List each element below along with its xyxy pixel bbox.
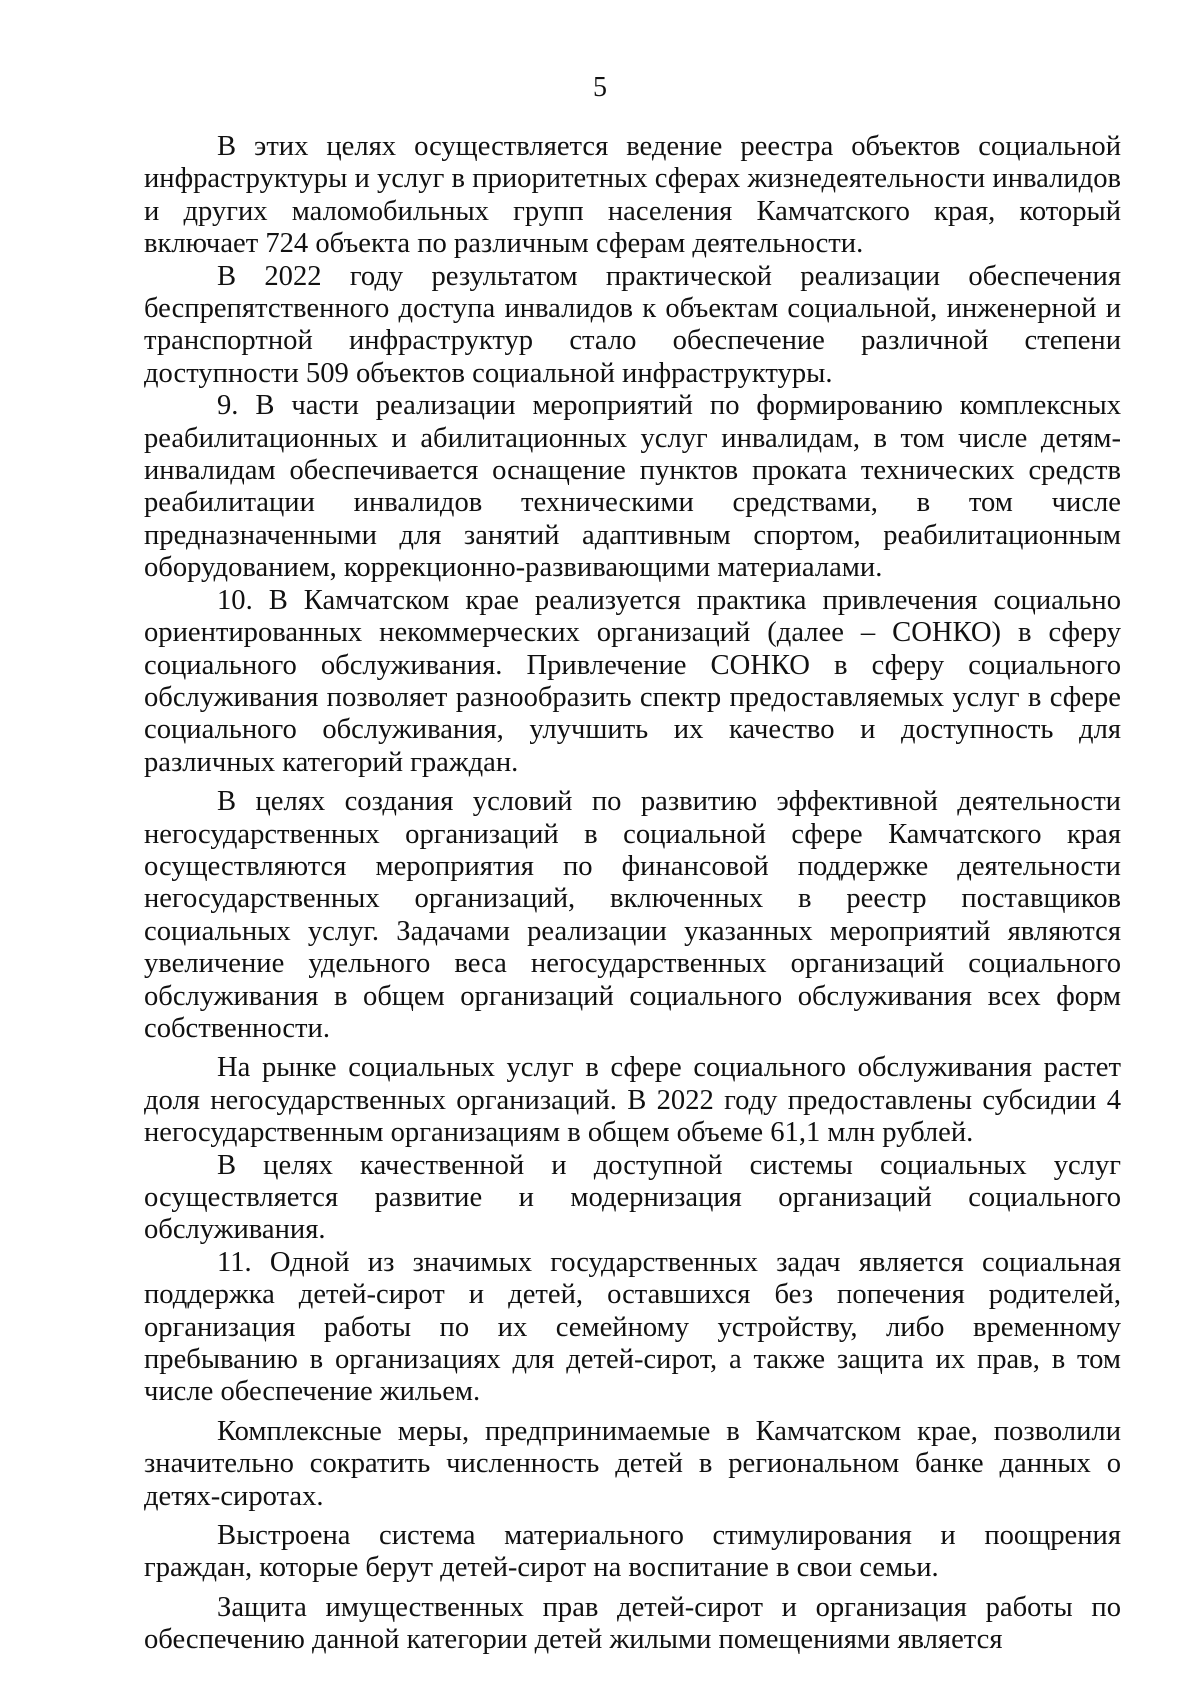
paragraph-registry: В этих целях осуществляется ведение реестра объектов социальной инфраструктуры и услуг в приоритетных сферах жизнедеятельности инвалидов и других маломобильных групп населения Камчатского края, который включает 724 объекта по различным сферам деятельности. [144, 131, 1121, 260]
paragraph-item-11: 11. Одной из значимых государственных задач является социальная поддержка детей-сирот и детей, оставшихся без попечения родителей, организация работы по их семейному устройству, либо временному пребыванию в организациях для детей-сирот, а также защита их прав, в том числе обеспечение жильем. [144, 1246, 1121, 1408]
paragraph-financial-support: В целях создания условий по развитию эффективной деятельности негосударственных организаций в социальной сфере Камчатского края осуществляются мероприятия по финансовой поддержке деятельности негосударственных организаций, включенных в реестр поставщиков социальных услуг. Задачами реализации указанных мероприятий являются увеличение удельного веса негосударственных организаций социального обслуживания в общем организаций социального обслуживания всех форм собственности. [144, 786, 1121, 1044]
page-number: 5 [593, 72, 607, 103]
paragraph-incentives: Выстроена система материального стимулирования и поощрения граждан, которые берут детей-сирот на воспитание в свои семьи. [144, 1520, 1121, 1584]
paragraph-item-9: 9. В части реализации мероприятий по формированию комплексных реабилитационных и абилитационных услуг инвалидам, в том числе детям-инвалидам обеспечивается оснащение пунктов проката технических средств реабилитации инвалидов техническими средствами, в том числе предназначенными для занятий адаптивным спортом, реабилитационным оборудованием, коррекционно-развивающими материалами. [144, 390, 1121, 584]
paragraph-accessibility-2022: В 2022 году результатом практической реализации обеспечения беспрепятственного доступа инвалидов к объектам социальной, инженерной и транспортной инфраструктур стало обеспечение различной степени доступности 509 объектов социальной инфраструктуры. [144, 260, 1121, 389]
body-text [144, 131, 1121, 1657]
paragraph-complex-measures: Комплексные меры, предпринимаемые в Камчатском крае, позволили значительно сократить численность детей в региональном банке данных о детях-сиротах. [144, 1415, 1121, 1512]
paragraph-modernization: В целях качественной и доступной системы социальных услуг осуществляется развитие и модернизация организаций социального обслуживания. [144, 1149, 1121, 1246]
paragraph-item-10: 10. В Камчатском крае реализуется практика привлечения социально ориентированных некоммерческих организаций (далее – СОНКО) в сферу социального обслуживания. Привлечение СОНКО в сферу социального обслуживания позволяет разнообразить спектр предоставляемых услуг в сфере социального обслуживания, улучшить их качество и доступность для различных категорий граждан. [144, 584, 1121, 778]
paragraph-property-rights: Защита имущественных прав детей-сирот и организация работы по обеспечению данной категории детей жилыми помещениями является [144, 1591, 1121, 1656]
paragraph-subsidies: На рынке социальных услуг в сфере социального обслуживания растет доля негосударственных организаций. В 2022 году предоставлены субсидии 4 негосударственным организациям в общем объеме 61,1 млн рублей. [144, 1052, 1121, 1149]
